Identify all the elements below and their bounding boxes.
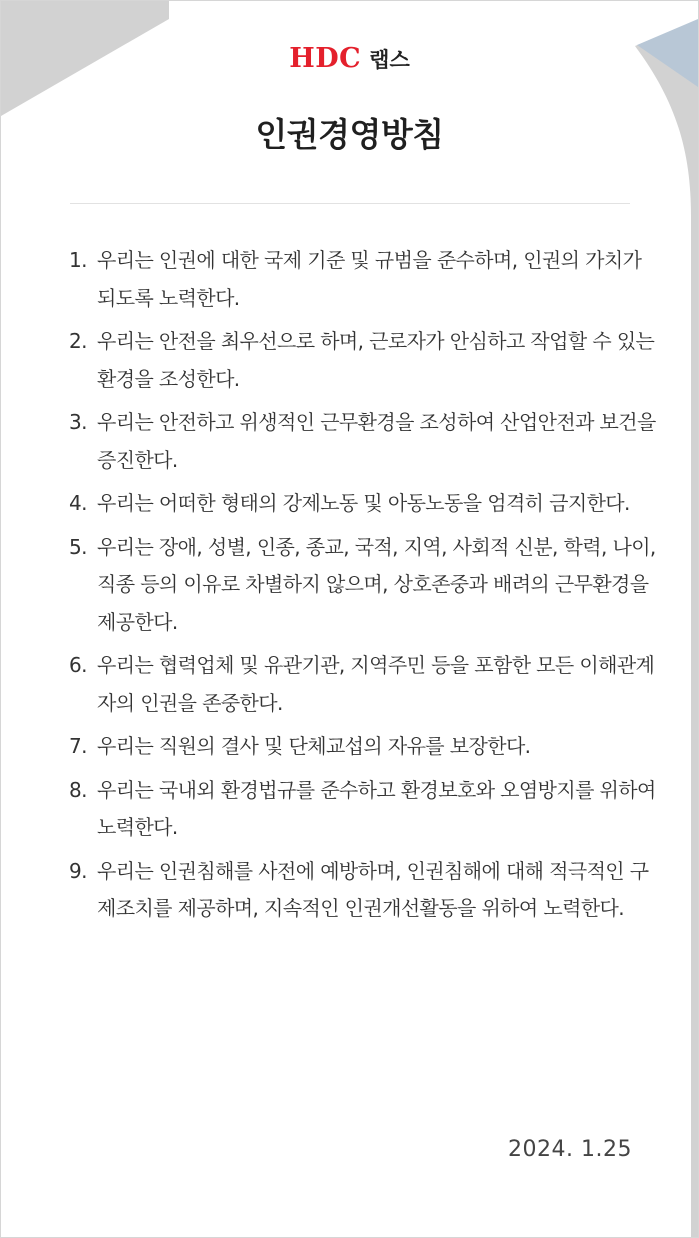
policy-item-2 (69, 323, 659, 398)
policy-number: 1. (69, 248, 87, 272)
divider (70, 203, 630, 204)
policy-number: 7. (69, 734, 87, 758)
policy-number: 3. (69, 410, 87, 434)
logo-text: 랩스 (369, 48, 410, 72)
policy-text: 우리는 어떠한 형태의 강제노동 및 아동노동을 엄격히 금지한다. (97, 491, 630, 515)
policy-item-6 (69, 647, 659, 722)
policy-item-7 (69, 728, 659, 766)
policy-number: 6. (69, 653, 87, 677)
policy-text: 우리는 안전하고 위생적인 근무환경을 조성하여 산업안전과 보건을 증진한다. (97, 410, 656, 472)
policy-text: 우리는 국내외 환경법규를 준수하고 환경보호와 오염방지를 위하여 노력한다. (97, 777, 656, 839)
policy-number: 5. (69, 534, 87, 559)
policy-item-9 (69, 853, 659, 928)
policy-text: 우리는 장애, 성별, 인종, 종교, 국적, 지역, 사회적 신분, 학력, 나이, 직종 등의 이유로 차별하지 않으며, 상호존중과 배려의 근무환경을 제공한다. (97, 534, 656, 634)
policy-text: 우리는 인권침해를 사전에 예방하며, 인권침해에 대해 적극적인 구제조치를 제공하며, 지속적인 인권개선활동을 위하여 노력한다. (97, 858, 649, 920)
company-logo (289, 43, 410, 74)
policy-item-4 (69, 485, 659, 523)
policy-list (69, 242, 659, 934)
logo-mark: HDC (289, 43, 362, 74)
policy-item-3 (69, 404, 659, 479)
policy-item-8 (69, 772, 659, 847)
policy-number: 8. (69, 777, 87, 802)
policy-item-1 (69, 242, 659, 317)
policy-number: 4. (69, 491, 87, 515)
policy-text: 우리는 인권에 대한 국제 기준 및 규범을 준수하며, 인권의 가치가 되도록 노력한다. (97, 248, 642, 310)
page-title: 인권경영방침 (255, 115, 444, 154)
policy-text: 우리는 안전을 최우선으로 하며, 근로자가 안심하고 작업할 수 있는 환경을 조성한다. (97, 329, 655, 391)
policy-item-5 (69, 529, 659, 642)
policy-number: 9. (69, 858, 87, 883)
policy-text: 우리는 협력업체 및 유관기관, 지역주민 등을 포함한 모든 이해관계자의 인권을 존중한다. (97, 653, 655, 715)
document-date: 2024. 1.25 (508, 1137, 632, 1162)
policy-number: 2. (69, 329, 87, 353)
header (1, 43, 698, 74)
policy-text: 우리는 직원의 결사 및 단체교섭의 자유를 보장한다. (97, 734, 531, 758)
